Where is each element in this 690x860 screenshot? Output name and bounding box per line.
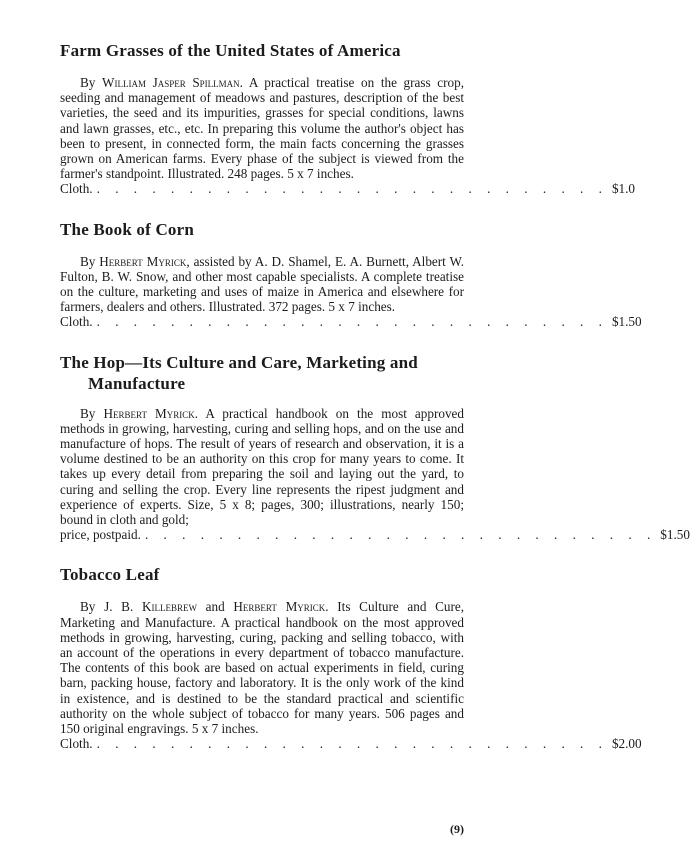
author-and: and bbox=[205, 599, 225, 615]
page-number: (9) bbox=[450, 822, 464, 836]
entry-title: Farm Grasses of the United States of America bbox=[60, 41, 401, 60]
entry-the-hop bbox=[60, 352, 690, 543]
author-prefix: By J. B. bbox=[80, 599, 134, 615]
price-line-lead: Cloth. bbox=[60, 736, 93, 752]
entry-description bbox=[60, 599, 464, 736]
price-line bbox=[60, 527, 690, 543]
entry-description: By Herbert Myrick. A practical handbook on the most approved methods in growing, harvesting, curing and selling hops, and on the use and manufacture of hops. The result of years of research and observation, it is a volume destined to be an authority on this crop for many years to come. It takes up every detail from preparing the soil and laying out the yard, to curing and selling the crop. Every line represents the ripest judgment and experience of experts. Size, 5 x 8; pages, 300; illustrations, nearly 150; bound in cloth and gold; bbox=[60, 405, 464, 528]
entry-text: Its Culture and Cure, Marketing and Manufacture. A practical handbook on the most approved methods in growing, harvesting, curing, packing and selling tobacco, with an account of the operations in every department of tobacco manufacture. The contents of this book are based on actual experiments in field, curing barn, packing house, factory and laboratory. It is the only work of the kind in existence, and is destined to be the standard practical and scientific authority on the whole subject of tobacco for many years. 506 pages and 150 original engravings. 5 x 7 inches. bbox=[60, 599, 465, 737]
catalog-page bbox=[60, 40, 690, 752]
author-name-2: Herbert Myrick. bbox=[233, 599, 329, 615]
price: $1.50 bbox=[660, 527, 690, 543]
author-prefix: By bbox=[80, 253, 96, 269]
author-name: William Jasper Spillman. bbox=[102, 75, 243, 90]
entry-title-line1: The Hop—Its Culture and Care, Marketing and bbox=[60, 352, 418, 372]
leader-dots: . . . . . . . . . . . . . . . . . . . . . . . . . . . . bbox=[96, 736, 608, 752]
entry-farm-grasses bbox=[60, 40, 636, 197]
entry-book-of-corn bbox=[60, 219, 642, 330]
entry-title bbox=[60, 352, 464, 394]
entry-text: assisted by A. D. Shamel, E. A. Burnett, Albert W. Fulton, B. W. Snow, and other most capable specialists. A complete treatise on the culture, marketing and uses of maize in America and elsewhere for farmers, dealers and others. Illustrated. 372 pages. 5 x 7 inches. bbox=[60, 253, 465, 315]
price: $1.50 bbox=[611, 314, 642, 330]
price-line-lead: Cloth. bbox=[60, 181, 93, 197]
price-line-lead: price, postpaid. bbox=[60, 527, 141, 543]
entry-title-line2: Manufacture bbox=[88, 373, 186, 393]
author-name: Herbert Myrick. bbox=[103, 405, 199, 421]
entry-description: By William Jasper Spillman. A practical treatise on the grass crop, seeding and management of meadows and pastures, description of the best varieties, the seed and its impurities, grasses for special conditions, lawns and lawn grasses, etc., etc. In preparing this volume the author's object has been to present, in connected form, the main facts concerning the grasses grown on American farms. Every phase of the subject is viewed from the farmer's standpoint. Illustrated. 248 pages. 5 x 7 inches. bbox=[60, 75, 464, 182]
price: $2.00 bbox=[611, 736, 642, 752]
leader-dots: . . . . . . . . . . . . . . . . . . . . . . . . . . . . bbox=[96, 181, 608, 197]
entry-title: The Book of Corn bbox=[60, 219, 195, 239]
price-line bbox=[60, 314, 642, 330]
price: $1.0 bbox=[611, 181, 636, 197]
price-line bbox=[60, 181, 636, 197]
entry-text: A practical handbook on the most approved methods in growing, harvesting, curing and selling hops, and on the use and manufacture of hops. The result of years of research and observation, it is a volume destined to be an authority on this crop for many years to come. It takes up every detail from preparing the soil and laying out the yard, to curing and selling the crop. Every line represents the ripest judgment and experience of experts. Size, 5 x 8; pages, 300; illustrations, nearly 150; bound in cloth and gold; bbox=[60, 405, 464, 528]
price-line-lead: Cloth. bbox=[60, 314, 93, 330]
author-name: Herbert Myrick, bbox=[99, 253, 190, 269]
entry-description bbox=[60, 254, 464, 315]
entry-tobacco-leaf bbox=[60, 564, 642, 752]
author-name: Killebrew bbox=[141, 599, 197, 615]
entry-title: Tobacco Leaf bbox=[60, 565, 160, 585]
leader-dots: . . . . . . . . . . . . . . . . . . . . . . . . . . . . bbox=[96, 314, 608, 330]
leader-dots: . . . . . . . . . . . . . . . . . . . . . . . . . . . . bbox=[144, 527, 657, 543]
price-line bbox=[60, 736, 642, 752]
